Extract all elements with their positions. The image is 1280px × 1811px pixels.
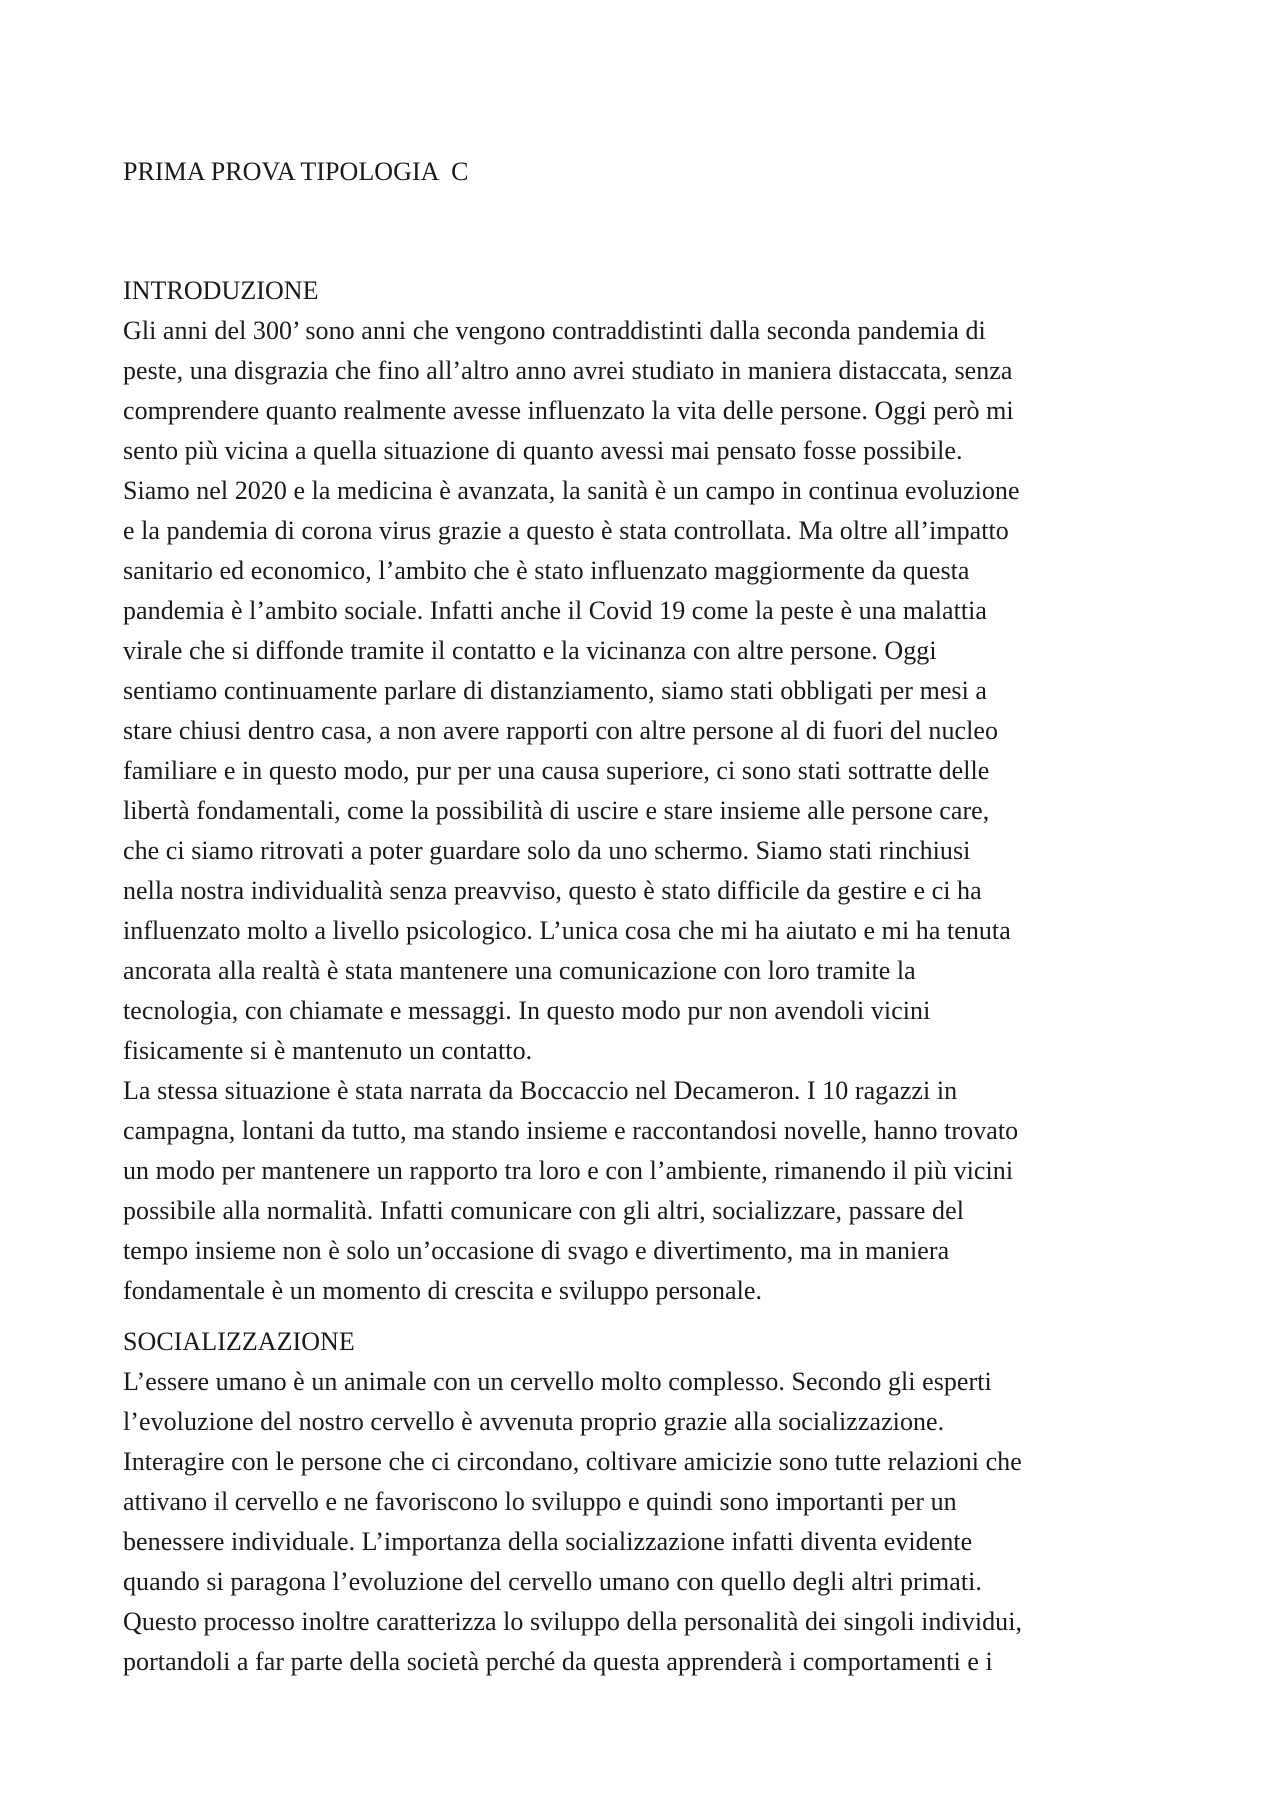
section-heading-socializzazione: SOCIALIZZAZIONE — [123, 1327, 355, 1356]
text-line: Interagire con le persone che ci circondano, coltivare amicizie sono tutte relazioni che — [123, 1447, 1022, 1476]
text-line: nella nostra individualità senza preavviso, questo è stato difficile da gestire e ci ha — [123, 876, 982, 905]
section-body-introduzione — [123, 311, 1183, 1311]
text-line: L’essere umano è un animale con un cervello molto complesso. Secondo gli esperti — [123, 1367, 992, 1396]
text-line: benessere individuale. L’importanza della socializzazione infatti diventa evidente — [123, 1527, 973, 1556]
text-line: pandemia è l’ambito sociale. Infatti anche il Covid 19 come la peste è una malattia — [123, 596, 988, 625]
text-line: libertà fondamentali, come la possibilità di uscire e stare insieme alle persone care, — [123, 796, 990, 825]
section-body-socializzazione — [123, 1362, 1183, 1682]
text-line: un modo per mantenere un rapporto tra loro e con l’ambiente, rimanendo il più vicini — [123, 1156, 1014, 1185]
text-line: possibile alla normalità. Infatti comunicare con gli altri, socializzare, passare del — [123, 1196, 964, 1225]
document-body — [123, 152, 1183, 1682]
text-line: fisicamente si è mantenuto un contatto. — [123, 1036, 533, 1065]
text-line: influenzato molto a livello psicologico. L’unica cosa che mi ha aiutato e mi ha tenuta — [123, 916, 1011, 945]
text-line: attivano il cervello e ne favoriscono lo sviluppo e quindi sono importanti per un — [123, 1487, 957, 1516]
text-line: familiare e in questo modo, pur per una causa superiore, ci sono stati sottratte delle — [123, 756, 990, 785]
section-heading-introduzione: INTRODUZIONE — [123, 276, 319, 305]
text-line: portandoli a far parte della società perché da questa apprenderà i comportamenti e i — [123, 1647, 993, 1676]
text-line: virale che si diffonde tramite il contatto e la vicinanza con altre persone. Oggi — [123, 636, 937, 665]
text-line: comprendere quanto realmente avesse influenzato la vita delle persone. Oggi però mi — [123, 396, 1014, 425]
text-line: tempo insieme non è solo un’occasione di svago e divertimento, ma in maniera — [123, 1236, 950, 1265]
text-line: quando si paragona l’evoluzione del cervello umano con quello degli altri primati. — [123, 1567, 982, 1596]
text-line: ancorata alla realtà è stata mantenere una comunicazione con loro tramite la — [123, 956, 916, 985]
text-line: peste, una disgrazia che fino all’altro anno avrei studiato in maniera distaccata, senza — [123, 356, 1013, 385]
text-line: sento più vicina a quella situazione di quanto avessi mai pensato fosse possibile. — [123, 436, 963, 465]
text-line: campagna, lontani da tutto, ma stando insieme e raccontandosi novelle, hanno trovato — [123, 1116, 1019, 1145]
text-line: tecnologia, con chiamate e messaggi. In questo modo pur non avendoli vicini — [123, 996, 931, 1025]
text-line: che ci siamo ritrovati a poter guardare solo da uno schermo. Siamo stati rinchiusi — [123, 836, 971, 865]
text-line: sanitario ed economico, l’ambito che è stato influenzato maggiormente da questa — [123, 556, 970, 585]
text-line: Questo processo inoltre caratterizza lo sviluppo della personalità dei singoli individui, — [123, 1607, 1023, 1636]
text-line: Gli anni del 300’ sono anni che vengono contraddistinti dalla seconda pandemia di — [123, 316, 986, 345]
text-line: stare chiusi dentro casa, a non avere rapporti con altre persone al di fuori del nucleo — [123, 716, 998, 745]
text-line: fondamentale è un momento di crescita e sviluppo personale. — [123, 1276, 763, 1305]
text-line: l’evoluzione del nostro cervello è avvenuta proprio grazie alla socializzazione. — [123, 1407, 945, 1436]
text-line: La stessa situazione è stata narrata da Boccaccio nel Decameron. I 10 ragazzi in — [123, 1076, 958, 1105]
text-line: Siamo nel 2020 e la medicina è avanzata, la sanità è un campo in continua evoluzione — [123, 476, 1020, 505]
document-title: PRIMA PROVA TIPOLOGIA C — [123, 157, 469, 186]
text-line: sentiamo continuamente parlare di distanziamento, siamo stati obbligati per mesi a — [123, 676, 988, 705]
text-line: e la pandemia di corona virus grazie a questo è stata controllata. Ma oltre all’impatto — [123, 516, 1009, 545]
